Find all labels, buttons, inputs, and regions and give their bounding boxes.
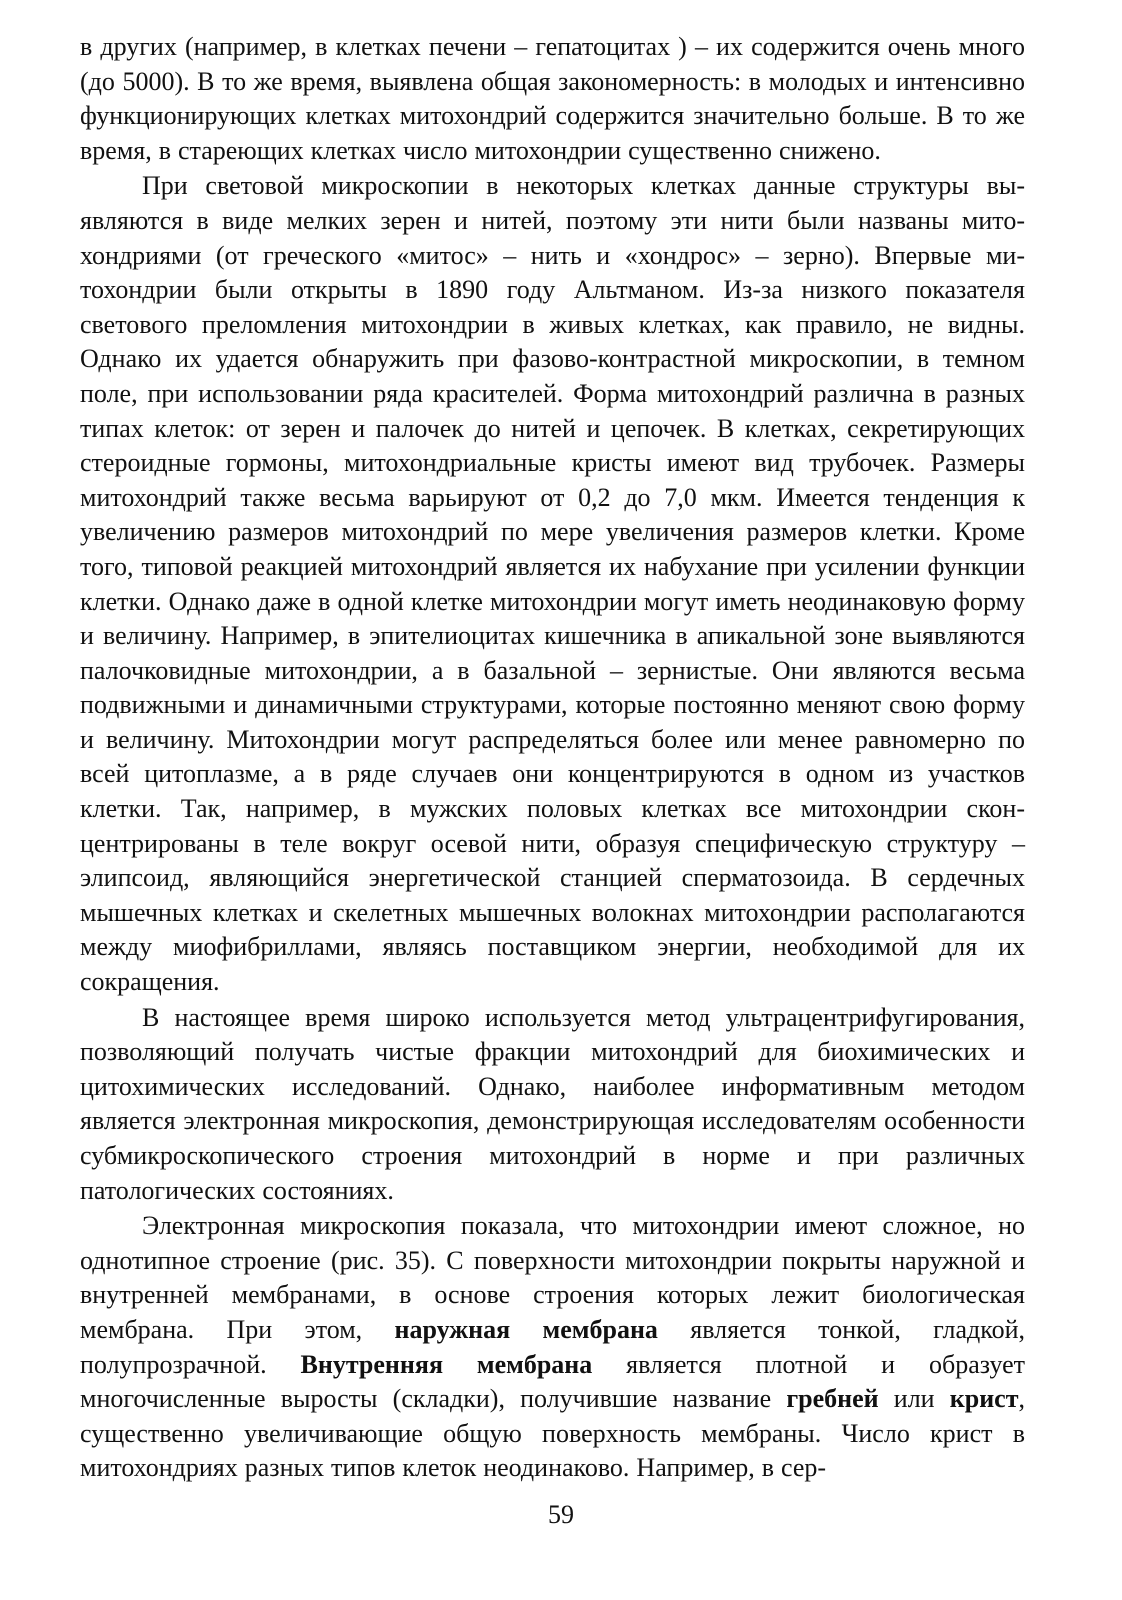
paragraph-3 bbox=[80, 1001, 1025, 1209]
paragraph-4-text: или bbox=[878, 1384, 950, 1414]
paragraph-4-text: является тонкой, гладкой, полупрозрачной. bbox=[80, 1314, 1025, 1379]
paragraph-4 bbox=[80, 1209, 1025, 1486]
term-cristae: крист bbox=[949, 1384, 1019, 1414]
paragraph-4-text: , существенно увеличивающие общую поверхность мембраны. Число крист в митохондриях разных типов клеток неодинаково. Например, в сер- bbox=[80, 1384, 1025, 1483]
term-outer-membrane: наружная мембрана bbox=[394, 1314, 658, 1344]
term-ridges: гребней bbox=[786, 1384, 879, 1414]
paragraph-3-text: В настоящее время широко используется метод ультрацентрифугирования, позволяющий получать чистые фракции митохондрий для биохимических и цитохимических исследований. Однако, наиболее информативным методом является электронная микроскопия, демонстрирующая исследователям особенности субмикроскопического строения митохондрий в норме и при различных патологических состояниях. bbox=[80, 1002, 1025, 1205]
paragraph-4-text: является плотной и образует многочисленные выросты (складки), получившие название bbox=[80, 1349, 1026, 1414]
paragraph-1 bbox=[80, 30, 1025, 168]
term-inner-membrane: Внутренняя мембрана bbox=[300, 1349, 593, 1379]
paragraph-1-text: в других (например, в клетках печени – гепатоцитах ) – их содержится очень много (до 5000). В то же время, выявлена общая закономерность: в молодых и интенсивно функционирующих клетках митохондрий содержится значительно больше. В то же время, в стареющих клетках число митохондрии существенно снижено. bbox=[80, 32, 1025, 165]
page-body bbox=[80, 30, 1025, 1486]
paragraph-2 bbox=[80, 169, 1025, 999]
paragraph-4-text: Электронная микроскопия показала, что митохондрии имеют сложное, но однотипное строение (рис. 35). С поверхности митохондрии покрыты наружной и внутренней мембранами, в основе строения которых лежит биологическая мембрана. При этом, bbox=[80, 1211, 1025, 1344]
paragraph-2-text: При световой микроскопии в некоторых клетках данные структуры выявляются в виде мелких зерен и нитей, поэтому эти нити были названы митохондриями (от греческого «митос» – нить и «хондрос» – зерно). Впервые митохондрии были открыты в 1890 году Альтманом. Из-за низкого показателя светового преломления митохондрии в живых клетках, как правило, не видны. Однако их удается обнаружить при фазово-контрастной микроскопии, в темном поле, при использовании ряда красителей. Форма митохондрий различна в разных типах клеток: от зерен и палочек до нитей и цепочек. В клетках, секретирующих стероидные гормоны, митохондриальные кристы имеют вид трубочек. Размеры митохондрий также весьма варьируют от 0,2 до 7,0 мкм. Имеется тенденция к увеличению размеров митохондрий по мере увеличения размеров клетки. Кроме того, типовой реакцией митохондрий является их набухание при усилении функции клетки. Однако даже в одной клетке митохондрии могут иметь неодинаковую форму и величину. Например, в эпителиоцитах кишечника в апикальной зоне выявляются палочковидные митохондрии, а в базальной – зернистые. Они являются весьма подвижными и динамичными структурами, которые постоянно меняют свою форму и величину. Митохондрии могут распределяться более или менее равномерно по всей цитоплазме, а в ряде случаев они концентрируются в одном из участков клетки. Так, например, в мужских половых клетках все митохондрии сконцентрированы в теле вокруг осевой нити, образуя специфическую структуру – элипсоид, являющийся энергетической станцией сперматозоида. В сердечных мышечных клетках и скелетных мышечных волокнах митохондрии располагаются между миофибриллами, являясь поставщиком энергии, необходимой для их сокращения. bbox=[80, 171, 1025, 997]
page-number: 59 bbox=[548, 1500, 574, 1529]
